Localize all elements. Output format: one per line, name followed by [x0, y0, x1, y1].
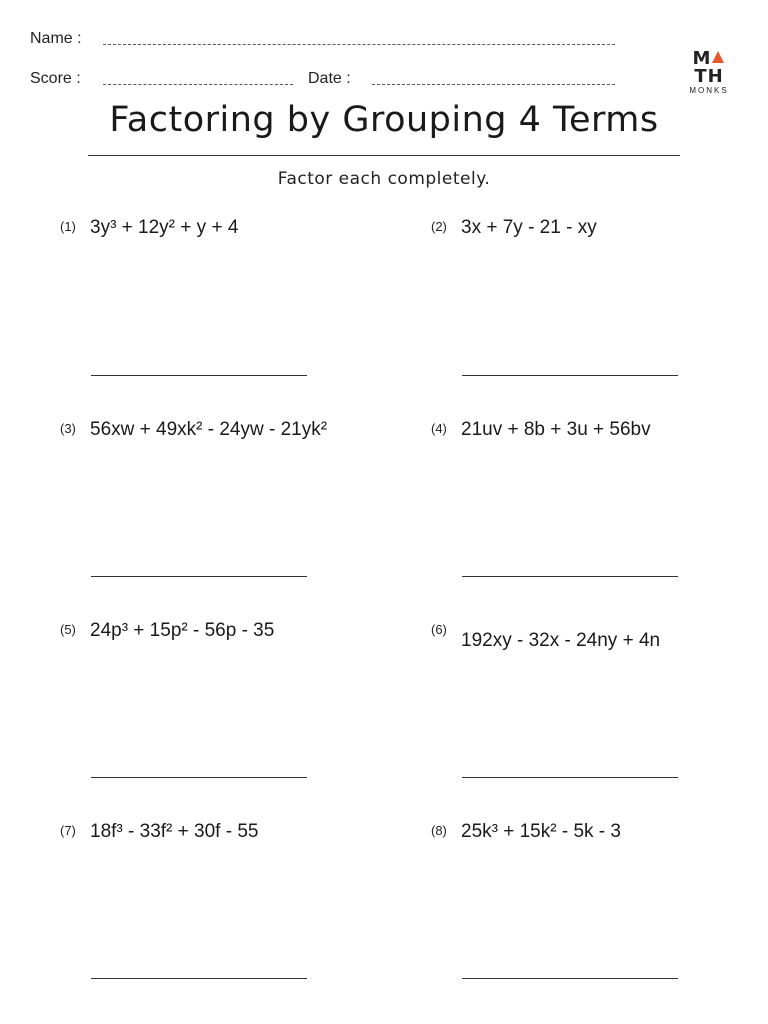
problem-number: (7): [60, 823, 76, 838]
problem-expression: 24p³ + 15p² - 56p - 35: [90, 620, 275, 641]
logo-subtext: MONKS: [689, 86, 729, 95]
problem-number: (4): [431, 421, 447, 436]
answer-line-2[interactable]: [462, 375, 678, 376]
answer-line-1[interactable]: [91, 375, 307, 376]
score-label: Score :: [30, 70, 81, 87]
problem-number: (8): [431, 823, 447, 838]
answer-line-7[interactable]: [91, 978, 307, 979]
problem-number: (5): [60, 622, 76, 637]
problem-number: (1): [60, 219, 76, 234]
score-field-line[interactable]: [103, 84, 293, 85]
problem-number: (3): [60, 421, 76, 436]
problem-expression: 25k³ + 15k² - 5k - 3: [461, 821, 621, 842]
date-field-line[interactable]: [372, 84, 615, 85]
name-field-line[interactable]: [103, 44, 615, 45]
name-label: Name :: [30, 30, 82, 47]
problem-expression: 3y³ + 12y² + y + 4: [90, 217, 239, 238]
problem-expression: 18f³ - 33f² + 30f - 55: [90, 821, 259, 842]
answer-line-4[interactable]: [462, 576, 678, 577]
problem-expression: 56xw + 49xk² - 24yw - 21yk²: [90, 419, 328, 440]
date-label: Date :: [308, 70, 351, 87]
problem-expression: 21uv + 8b + 3u + 56bv: [461, 419, 651, 440]
answer-line-8[interactable]: [462, 978, 678, 979]
answer-line-3[interactable]: [91, 576, 307, 577]
answer-line-6[interactable]: [462, 777, 678, 778]
problem-number: (6): [431, 622, 447, 637]
problem-expression: 3x + 7y - 21 - xy: [461, 217, 597, 238]
instructions: Factor each completely.: [277, 169, 491, 189]
problem-expression: 192xy - 32x - 24ny + 4n: [461, 630, 661, 651]
math-monks-logo: [678, 50, 740, 96]
logo-wordmark: MTH: [692, 48, 724, 87]
answer-line-5[interactable]: [91, 777, 307, 778]
logo-triangle-icon: [712, 51, 724, 63]
page-title: Factoring by Grouping 4 Terms: [109, 100, 659, 140]
problem-number: (2): [431, 219, 447, 234]
title-divider: [88, 155, 680, 156]
